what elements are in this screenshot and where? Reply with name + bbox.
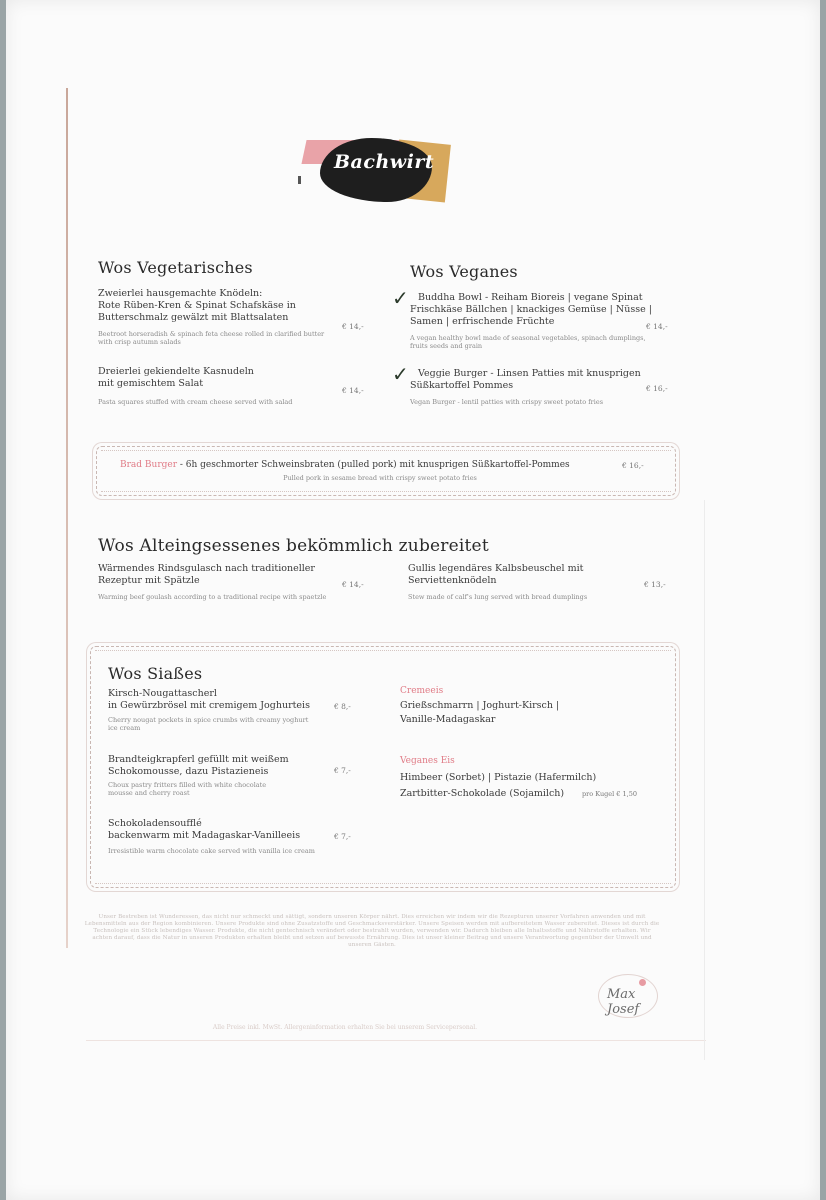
vegan-item-2-english: Vegan Burger - lentil patties with crispy sweet potato fries — [410, 398, 604, 406]
vegan-item-1-english: A vegan healthy bowl made of seasonal vegetables, spinach dumplings, fruits seeds and grain — [410, 334, 646, 350]
burger-english: Pulled pork in sesame bread with crispy sweet potato fries — [283, 474, 477, 482]
cream-ice-line-1: Grießschmarrn | Joghurt-Kirsch | — [400, 700, 560, 711]
burger-description: - 6h geschmorter Schweinsbraten (pulled pork) mit knusprigen Süßkartoffel-Pommes — [179, 460, 570, 470]
vegan-leaf-icon: ✓ — [392, 286, 409, 310]
trad-item-1-line-1: Wärmendes Rindsgulasch nach traditioneller — [98, 563, 315, 574]
margin-line — [66, 88, 68, 948]
vegan-ice-line-2: Zartbitter-Schokolade (Sojamilch) — [400, 788, 565, 799]
sweet-item-3-price: € 7,- — [334, 832, 351, 841]
vegan-item-1-line-2: Frischkäse Bällchen | knackiges Gemüse | Nüsse | — [410, 304, 652, 315]
sweet-item-3-english-1: Irresistible warm chocolate cake served with vanilla ice cream — [108, 847, 315, 855]
veg-item-1-english: Beetroot horseradish & spinach feta cheese rolled in clarified butter with crisp autumn salads — [98, 330, 325, 346]
trad-item-2-line-2: Serviettenknödeln — [408, 575, 497, 586]
vegan-item-1-line-3: Samen | erfrischende Früchte — [410, 316, 555, 327]
sweet-item-2-price: € 7,- — [334, 766, 351, 775]
right-edge-line — [704, 500, 705, 1060]
veg-item-1-price: € 14,- — [342, 322, 364, 331]
sweet-item-2-english-2: mousse and cherry roast — [108, 789, 190, 797]
sweet-item-3-line-1: Schokoladensoufflé — [108, 818, 202, 829]
burger-name: Brad Burger — [120, 460, 178, 470]
vegan-item-1-line-1: Buddha Bowl - Reiham Bioreis | vegane Spinat — [418, 292, 643, 303]
trad-item-1-english: Warming beef goulash according to a traditional recipe with spaetzle — [98, 593, 327, 601]
burger-price: € 16,- — [622, 461, 644, 470]
sweet-item-1-price: € 8,- — [334, 702, 351, 711]
vegan-ice-line-1: Himbeer (Sorbet) | Pistazie (Hafermilch) — [400, 772, 597, 783]
sweet-item-3-line-2: backenwarm mit Madagaskar-Vanilleeis — [108, 830, 301, 841]
bachwirt-logo — [304, 136, 454, 202]
vegan-title: Wos Veganes — [410, 262, 518, 281]
sweet-item-2-line-2: Schokomousse, dazu Pistazieneis — [108, 766, 269, 777]
bottom-divider — [86, 1040, 706, 1041]
fine-print: Unser Bestreben ist Wunderessen, das nicht nur schmeckt und sättigt, sondern unseren Körper nährt. Dies erreichen wir indem wir die Rezepturen unserer Vorfahren anwenden und mit Lebensmitteln aus der Region kombinieren. Unsere Produkte sind ohne Zusatzstoffe und Geschmacksverstärker. Unsere Speisen werden mit aufbereitetem Wasser zubereitet. Dieses ist durch die Technologie ein Stück lebendiges Wasser. Produkte, die nicht gentechnisch verändert oder bestrahlt wurden, verwenden wir. Dadurch bleiben alle Inhaltsstoffe und Nährstoffe erhalten. Wir achten darauf, dass die Natur in unseren Produkten erhalten bleibt und setzen auf bewusste Ernährung. Dies ist unser kleiner Beitrag und unsere Verantwortung gegenüber der Umwelt und unseren Gästen. — [84, 914, 660, 948]
veg-item-2-price: € 14,- — [342, 386, 364, 395]
sweet-item-2-line-1: Brandteigkrapferl gefüllt mit weißem — [108, 754, 289, 765]
sweets-title: Wos Siaßes — [108, 664, 203, 683]
veg-item-2-line-1: Dreierlei gekiendelte Kasnudeln — [98, 366, 254, 377]
trad-item-1-price: € 14,- — [342, 580, 364, 589]
sweet-item-1-line-2: in Gewürzbrösel mit cremigem Joghurteis — [108, 700, 310, 711]
logo-text: Bachwirt — [334, 151, 435, 173]
veg-item-1-line-2: Rote Rüben-Kren & Spinat Schafskäse in — [98, 300, 296, 311]
sweet-item-1-english-1: Cherry nougat pockets in spice crumbs with creamy yoghurt — [108, 716, 309, 724]
vegetarian-title: Wos Vegetarisches — [98, 258, 253, 277]
signature-text: Max Josef — [607, 987, 640, 1017]
trad-item-1-line-2: Rezeptur mit Spätzle — [98, 575, 200, 586]
cream-ice-label: Cremeeis — [400, 686, 444, 696]
veg-item-2-line-2: mit gemischtem Salat — [98, 378, 204, 389]
trad-item-2-line-1: Gullis legendäres Kalbsbeuschel mit — [408, 563, 584, 574]
trad-item-2-price: € 13,- — [644, 580, 666, 589]
veg-item-2-english: Pasta squares stuffed with cream cheese served with salad — [98, 398, 293, 406]
vegan-leaf-icon-2: ✓ — [392, 362, 409, 386]
trad-item-2-english: Stew made of calf's lung served with bread dumplings — [408, 593, 588, 601]
vegan-ice-price: pro Kugel € 1,50 — [582, 790, 637, 798]
fine-print-bottom: Alle Preise inkl. MwSt. Allergeninformation erhalten Sie bei unserem Servicepersonal. — [212, 1024, 478, 1031]
sweet-item-1-english-2: ice cream — [108, 724, 141, 732]
veg-item-1-line-3: Butterschmalz gewälzt mit Blattsalaten — [98, 312, 289, 323]
signature-dot — [639, 979, 646, 986]
sweet-item-2-english-1: Choux pastry fritters filled with white chocolate — [108, 781, 267, 789]
burger-frame — [96, 446, 676, 496]
vegan-item-2-line-1: Veggie Burger - Linsen Patties mit knusprigen — [418, 368, 641, 379]
vegan-item-1-price: € 14,- — [646, 322, 668, 331]
signature-stamp — [598, 974, 658, 1018]
sweet-item-1-line-1: Kirsch-Nougattascherl — [108, 688, 217, 699]
burger-line — [120, 459, 640, 471]
vegan-item-2-price: € 16,- — [646, 384, 668, 393]
veg-item-1-line-1: Zweierlei hausgemachte Knödeln: — [98, 288, 263, 299]
vegan-ice-label: Veganes Eis — [400, 756, 455, 766]
vegan-item-2-line-2: Süßkartoffel Pommes — [410, 380, 514, 391]
traditional-title: Wos Alteingsessenes bekömmlich zubereitet — [98, 536, 489, 556]
logo-mark — [298, 176, 301, 184]
cream-ice-line-2: Vanille-Madagaskar — [400, 714, 496, 725]
